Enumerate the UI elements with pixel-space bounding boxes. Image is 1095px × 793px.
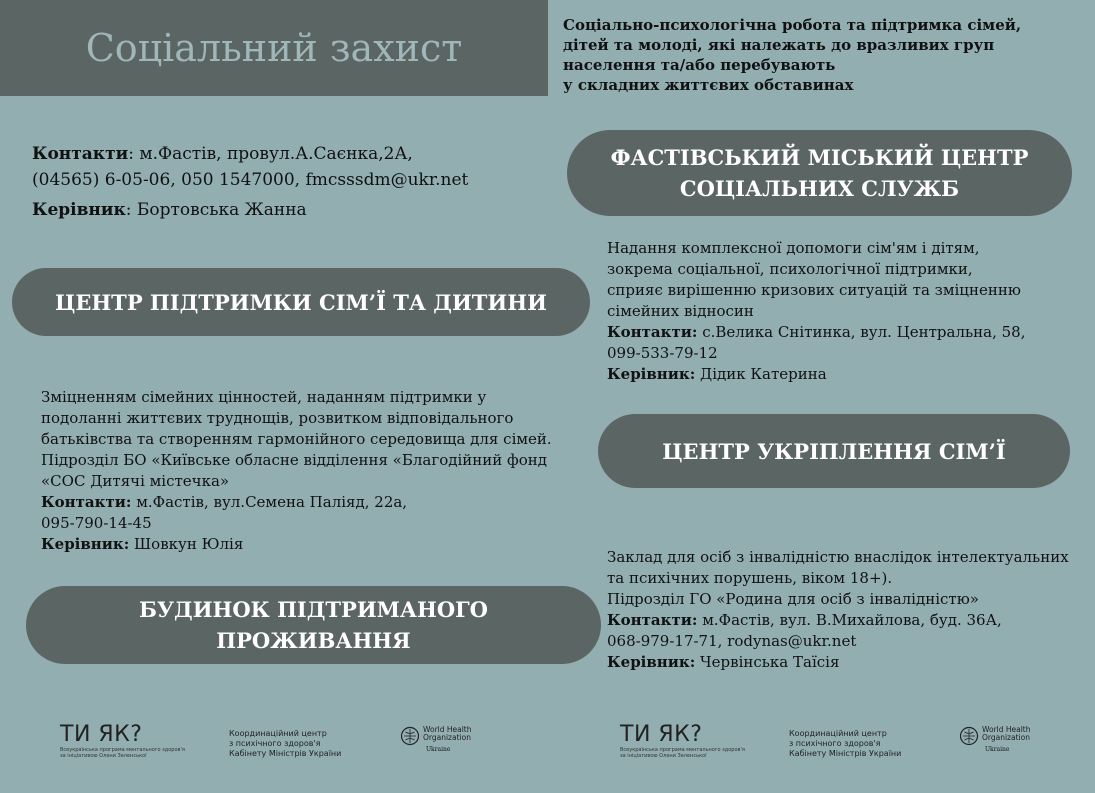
who-logo	[400, 726, 472, 753]
city-center-title	[567, 130, 1072, 216]
subtitle-line: Соціально-психологічна робота та підтримка сімей,	[563, 16, 1022, 34]
who-line: Organization	[423, 733, 471, 742]
tiyak-logo-sub: за ініціативою Олени Зеленської	[60, 753, 147, 759]
contacts-address: м.Фастів, вул. В.Михайлова, буд. 36А,	[697, 611, 1002, 629]
who-line: Organization	[982, 733, 1030, 742]
page-title-bar	[0, 0, 548, 96]
coord-line: Кабінету Міністрів України	[229, 749, 342, 758]
tiyak-logo-sub: Всеукраїнська програма ментального здоров'я	[620, 747, 745, 753]
desc-line: Підрозділ БО «Київське обласне відділення «Благодійний фонд	[41, 451, 548, 469]
coord-line: Кабінету Міністрів України	[789, 749, 902, 758]
head-label: Керівник:	[607, 365, 696, 383]
who-logo	[959, 726, 1031, 753]
head-name: : Бортовська Жанна	[125, 200, 307, 220]
coord-line: з психічного здоров'я	[789, 739, 881, 748]
supported-living-title-line: ПРОЖИВАННЯ	[216, 628, 411, 653]
contacts-address: м.Фастів, вул.Семена Паліяд, 22а,	[131, 493, 408, 511]
coord-line: з психічного здоров'я	[229, 739, 321, 748]
head-label: Керівник	[32, 200, 126, 220]
family-child-center-title-text: ЦЕНТР ПІДТРИМКИ СІМ’Ї ТА ДИТИНИ	[55, 289, 547, 315]
tiyak-logo	[620, 722, 745, 759]
head-label: Керівник:	[607, 653, 696, 671]
coordination-center-logo	[229, 729, 341, 759]
coord-line: Координаційний центр	[789, 729, 887, 738]
desc-line: Надання комплексної допомоги сім'ям і дітям,	[607, 239, 980, 257]
subtitle-line: у складних життєвих обставинах	[563, 76, 854, 94]
who-country: Ukraine	[426, 746, 451, 753]
who-line: World Health	[423, 725, 472, 734]
family-strength-center-title	[598, 414, 1070, 488]
head-name: Шовкун Юлія	[129, 535, 244, 553]
desc-line: батьківства та створенням гармонійного середовища для сімей.	[41, 430, 552, 448]
coord-line: Координаційний центр	[229, 729, 327, 738]
contacts-address: с.Велика Снітинка, вул. Центральна, 58,	[697, 323, 1026, 341]
contacts-phone: 095-790-14-45	[41, 514, 152, 532]
supported-living-info	[607, 547, 1069, 673]
contacts-label: Контакти:	[607, 611, 698, 629]
tiyak-logo-sub: за ініціативою Олени Зеленської	[620, 753, 707, 759]
tiyak-logo-text: ТИ ЯК?	[60, 722, 143, 747]
contacts-address: : м.Фастів, провул.А.Саєнка,2А,	[128, 144, 413, 164]
head-name: Червінська Таїсія	[695, 653, 840, 671]
desc-line: зокрема соціальної, психологічної підтримки,	[607, 260, 973, 278]
family-child-center-info	[41, 387, 552, 555]
who-emblem-icon	[959, 726, 979, 746]
contacts-phone-email: 068-979-17-71, rodynas@ukr.net	[607, 632, 857, 650]
desc-line: сприяє вирішенню кризових ситуацій та зміцненню	[607, 281, 1021, 299]
head-label: Керівник:	[41, 535, 130, 553]
family-strength-center-title-text: ЦЕНТР УКРІПЛЕННЯ СІМ’Ї	[662, 438, 1006, 464]
contacts-label: Контакти	[32, 144, 129, 164]
desc-line: «СОС Дитячі містечка»	[41, 472, 230, 490]
supported-living-title-line: БУДИНОК ПІДТРИМАНОГО	[139, 597, 488, 622]
desc-line: подоланні життєвих труднощів, розвитком відповідального	[41, 409, 514, 427]
subtitle-line: населення та/або перебувають	[563, 56, 836, 74]
family-child-center-title	[12, 268, 590, 336]
desc-line: Підрозділ ГО «Родина для осіб з інвалідністю»	[607, 590, 979, 608]
city-center-title-line: ФАСТІВСЬКИЙ МІСЬКИЙ ЦЕНТР	[610, 145, 1029, 170]
main-contacts	[32, 141, 468, 223]
who-country: Ukraine	[985, 746, 1010, 753]
desc-line: Заклад для осіб з інвалідністю внаслідок інтелектуальних	[607, 548, 1069, 566]
who-line: World Health	[982, 725, 1031, 734]
who-emblem-icon	[400, 726, 420, 746]
page-subtitle	[563, 15, 1083, 95]
city-center-info	[607, 238, 1025, 385]
supported-living-title	[26, 586, 601, 664]
tiyak-logo	[60, 722, 185, 759]
city-center-title-line: СОЦІАЛЬНИХ СЛУЖБ	[679, 176, 960, 201]
desc-line: сімейних відносин	[607, 302, 754, 320]
contacts-phone: 099-533-79-12	[607, 344, 718, 362]
contacts-label: Контакти:	[607, 323, 698, 341]
desc-line: Зміцненням сімейних цінностей, наданням підтримки у	[41, 388, 487, 406]
coordination-center-logo	[789, 729, 901, 759]
tiyak-logo-sub: Всеукраїнська програма ментального здоров'я	[60, 747, 185, 753]
subtitle-line: дітей та молоді, які належать до вразливих груп	[563, 36, 995, 54]
contacts-label: Контакти:	[41, 493, 132, 511]
contacts-phones: (04565) 6-05-06, 050 1547000, fmcsssdm@ukr.net	[32, 170, 469, 190]
page-title: Соціальний захист	[85, 26, 463, 70]
head-name: Дідик Катерина	[695, 365, 827, 383]
desc-line: та психічних порушень, віком 18+).	[607, 569, 893, 587]
tiyak-logo-text: ТИ ЯК?	[620, 722, 703, 747]
